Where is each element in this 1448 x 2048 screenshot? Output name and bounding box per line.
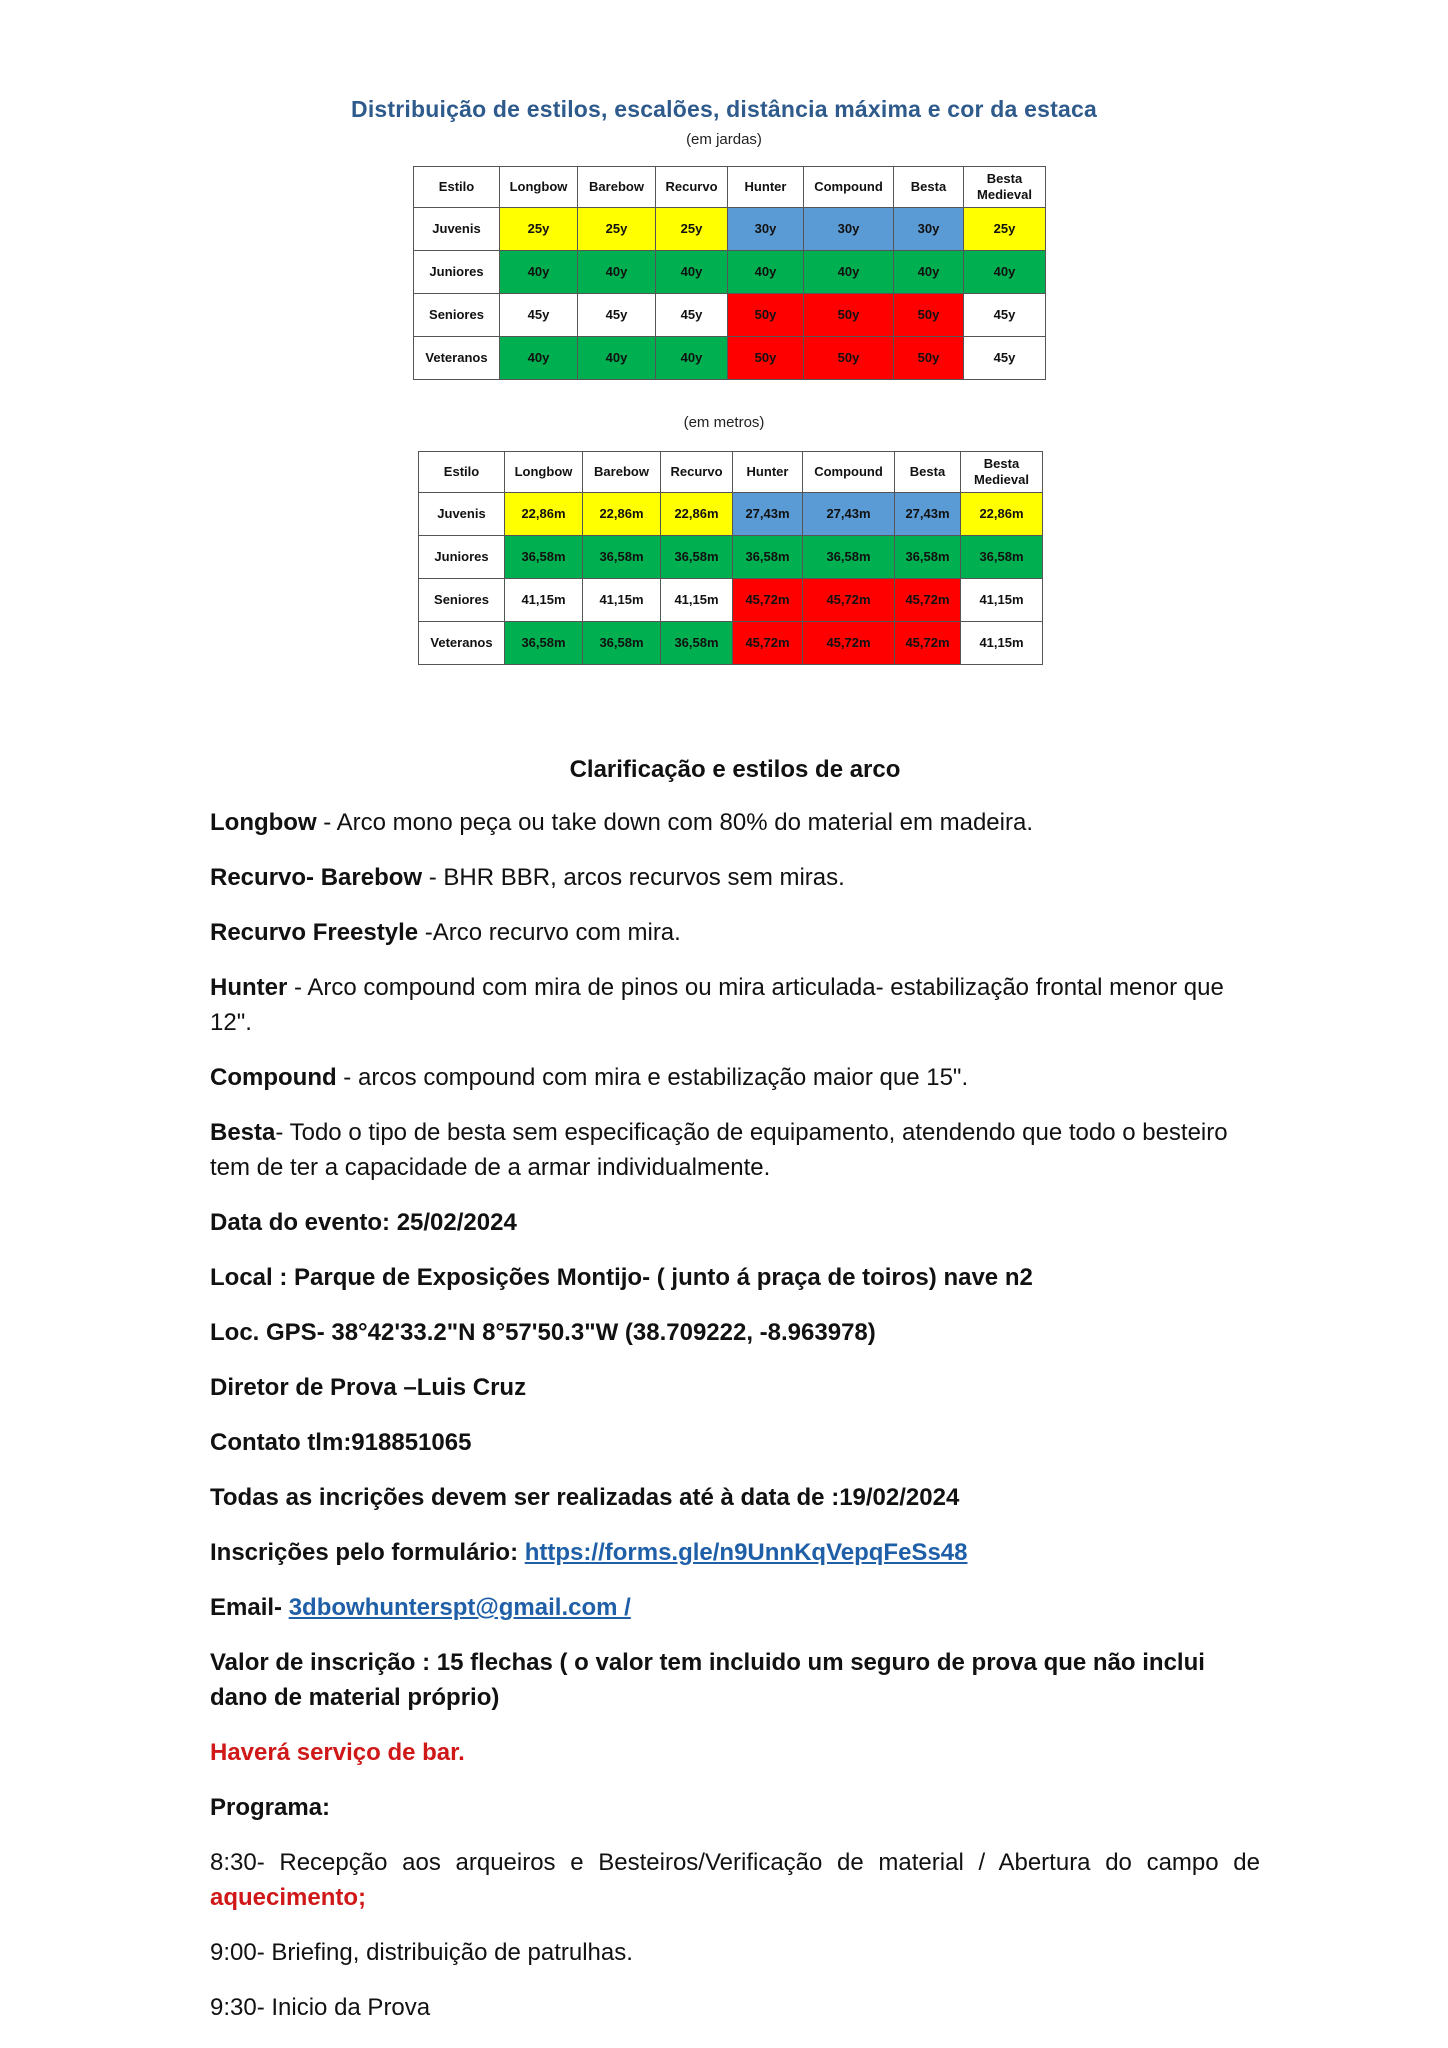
distance-cell: 30y [728, 208, 804, 251]
distance-cell: 45,72m [733, 622, 803, 665]
column-header: Hunter [728, 167, 804, 208]
distance-cell: 25y [656, 208, 728, 251]
distance-cell: 50y [804, 294, 894, 337]
registration-form [210, 1535, 1260, 1570]
style-longbow [210, 805, 1260, 840]
distance-cell: 36,58m [505, 622, 583, 665]
style-term: Compound [210, 1064, 337, 1091]
distance-cell: 40y [656, 337, 728, 380]
distance-cell: 41,15m [961, 579, 1043, 622]
row-label: Veteranos [419, 622, 505, 665]
distance-cell: 50y [728, 294, 804, 337]
form-link[interactable]: https://forms.gle/n9UnnKqVepqFeSs48 [524, 1539, 968, 1566]
document-title: Distribuição de estilos, escalões, distância máxima e cor da estaca [351, 96, 1097, 122]
distance-cell: 45,72m [803, 622, 895, 665]
program-item: 9:00- Briefing, distribuição de patrulhas. [210, 1939, 633, 1966]
bar-notice: Haverá serviço de bar. [210, 1739, 465, 1766]
contact-email [210, 1590, 1260, 1625]
table-row [414, 208, 1046, 251]
distance-cell: 40y [578, 251, 656, 294]
style-freestyle [210, 915, 1260, 950]
distance-cell: 45y [964, 337, 1046, 380]
column-header: Hunter [733, 452, 803, 493]
table-row [414, 337, 1046, 380]
distance-cell: 22,86m [583, 493, 661, 536]
style-desc: - Todo o tipo de besta sem especificação de equipamento, atendendo que todo o besteiro tem de ter a capacidade de a armar individualmente. [210, 1119, 1228, 1181]
column-header: Compound [804, 167, 894, 208]
distance-cell: 50y [804, 337, 894, 380]
distance-cell: 50y [728, 337, 804, 380]
distance-cell: 40y [728, 251, 804, 294]
style-term: Besta [210, 1119, 276, 1146]
distance-cell: 45y [656, 294, 728, 337]
distance-cell: 40y [804, 251, 894, 294]
distance-cell: 30y [804, 208, 894, 251]
table-row [414, 251, 1046, 294]
style-barebow [210, 860, 1260, 895]
yards-unit-label: (em jardas) [686, 131, 762, 148]
distance-cell: 30y [894, 208, 964, 251]
event-director: Diretor de Prova –Luis Cruz [210, 1374, 527, 1401]
column-header: Estilo [419, 452, 505, 493]
style-compound [210, 1060, 1260, 1095]
distance-cell: 45y [578, 294, 656, 337]
distance-cell: 45,72m [895, 579, 961, 622]
table-row [419, 493, 1043, 536]
distance-cell: 40y [964, 251, 1046, 294]
column-header: Barebow [578, 167, 656, 208]
column-header: Barebow [583, 452, 661, 493]
event-contact: Contato tlm:918851065 [210, 1429, 472, 1456]
column-header: Longbow [500, 167, 578, 208]
style-desc: - arcos compound com mira e estabilização maior que 15". [336, 1064, 969, 1091]
distance-cell: 22,86m [661, 493, 733, 536]
registration-deadline: Todas as incrições devem ser realizadas até à data de :19/02/2024 [210, 1484, 960, 1511]
distance-cell: 41,15m [505, 579, 583, 622]
style-term: Longbow [210, 809, 317, 836]
event-date: Data do evento: 25/02/2024 [210, 1209, 517, 1236]
program-item: 9:30- Inicio da Prova [210, 1994, 431, 2021]
style-term: Recurvo- Barebow [210, 864, 423, 891]
row-label: Juniores [419, 536, 505, 579]
column-header: Longbow [505, 452, 583, 493]
distance-cell: 40y [500, 251, 578, 294]
distance-cell: 45y [500, 294, 578, 337]
style-desc: - BHR BBR, arcos recurvos sem miras. [422, 864, 845, 891]
row-label: Juvenis [414, 208, 500, 251]
distance-cell: 36,58m [661, 622, 733, 665]
row-label: Veteranos [414, 337, 500, 380]
distance-cell: 25y [964, 208, 1046, 251]
program-heading: Programa: [210, 1794, 331, 1821]
distance-cell: 45y [964, 294, 1046, 337]
distance-cell: 36,58m [733, 536, 803, 579]
distance-cell: 45,72m [895, 622, 961, 665]
column-header: Recurvo [656, 167, 728, 208]
style-desc: - Arco compound com mira de pinos ou mira articulada- estabilização frontal menor que 12". [210, 974, 1224, 1036]
program-item-text: 8:30- Recepção aos arqueiros e Besteiros/Verificação de material / Abertura do campo de [210, 1849, 1260, 1876]
row-label: Juniores [414, 251, 500, 294]
style-hunter [210, 970, 1260, 1040]
distance-cell: 25y [500, 208, 578, 251]
distance-cell: 41,15m [661, 579, 733, 622]
table-row [419, 579, 1043, 622]
meters-unit-label: (em metros) [683, 414, 765, 431]
distance-cell: 36,58m [895, 536, 961, 579]
style-besta [210, 1115, 1260, 1185]
yards-distance-table [413, 166, 1046, 380]
meters-distance-table [418, 451, 1043, 665]
distance-cell: 50y [894, 337, 964, 380]
style-term: Hunter [210, 974, 288, 1001]
distance-cell: 40y [656, 251, 728, 294]
distance-cell: 22,86m [505, 493, 583, 536]
table-row [414, 294, 1046, 337]
distance-cell: 36,58m [583, 622, 661, 665]
column-header: Besta [895, 452, 961, 493]
distance-cell: 41,15m [961, 622, 1043, 665]
distance-cell: 27,43m [895, 493, 961, 536]
style-desc: -Arco recurvo com mira. [418, 919, 681, 946]
row-label: Juvenis [419, 493, 505, 536]
distance-cell: 36,58m [505, 536, 583, 579]
form-label: Inscrições pelo formulário: [210, 1539, 525, 1566]
program-item-highlight: aquecimento; [210, 1884, 367, 1911]
distance-cell: 40y [578, 337, 656, 380]
style-desc: - Arco mono peça ou take down com 80% do material em madeira. [316, 809, 1033, 836]
distance-cell: 36,58m [803, 536, 895, 579]
table-header-row [414, 167, 1046, 208]
distance-cell: 45,72m [733, 579, 803, 622]
distance-cell: 36,58m [583, 536, 661, 579]
column-header: Compound [803, 452, 895, 493]
program-item [210, 1845, 1260, 1915]
registration-fee: Valor de inscrição : 15 flechas ( o valor tem incluido um seguro de prova que não inclui dano de material próprio) [210, 1649, 1205, 1711]
distance-cell: 25y [578, 208, 656, 251]
distance-cell: 36,58m [661, 536, 733, 579]
distance-cell: 50y [894, 294, 964, 337]
row-label: Seniores [419, 579, 505, 622]
row-label: Seniores [414, 294, 500, 337]
style-term: Recurvo Freestyle [210, 919, 419, 946]
distance-cell: 22,86m [961, 493, 1043, 536]
event-gps: Loc. GPS- 38°42'33.2"N 8°57'50.3"W (38.709222, -8.963978) [210, 1319, 876, 1346]
distance-cell: 45,72m [803, 579, 895, 622]
column-header: Besta [894, 167, 964, 208]
distance-cell: 41,15m [583, 579, 661, 622]
column-header: Besta Medieval [964, 167, 1046, 208]
clarification-heading: Clarificação e estilos de arco [569, 756, 901, 783]
email-link[interactable]: 3dbowhunterspt@gmail.com / [288, 1594, 631, 1621]
column-header: Recurvo [661, 452, 733, 493]
table-row [419, 622, 1043, 665]
distance-cell: 40y [500, 337, 578, 380]
column-header: Besta Medieval [961, 452, 1043, 493]
table-row [419, 536, 1043, 579]
event-location: Local : Parque de Exposições Montijo- ( junto á praça de toiros) nave n2 [210, 1264, 1033, 1291]
distance-cell: 36,58m [961, 536, 1043, 579]
distance-cell: 27,43m [733, 493, 803, 536]
column-header: Estilo [414, 167, 500, 208]
document-body [210, 752, 1260, 2045]
email-label: Email- [210, 1594, 289, 1621]
distance-cell: 40y [894, 251, 964, 294]
table-header-row [419, 452, 1043, 493]
distance-cell: 27,43m [803, 493, 895, 536]
